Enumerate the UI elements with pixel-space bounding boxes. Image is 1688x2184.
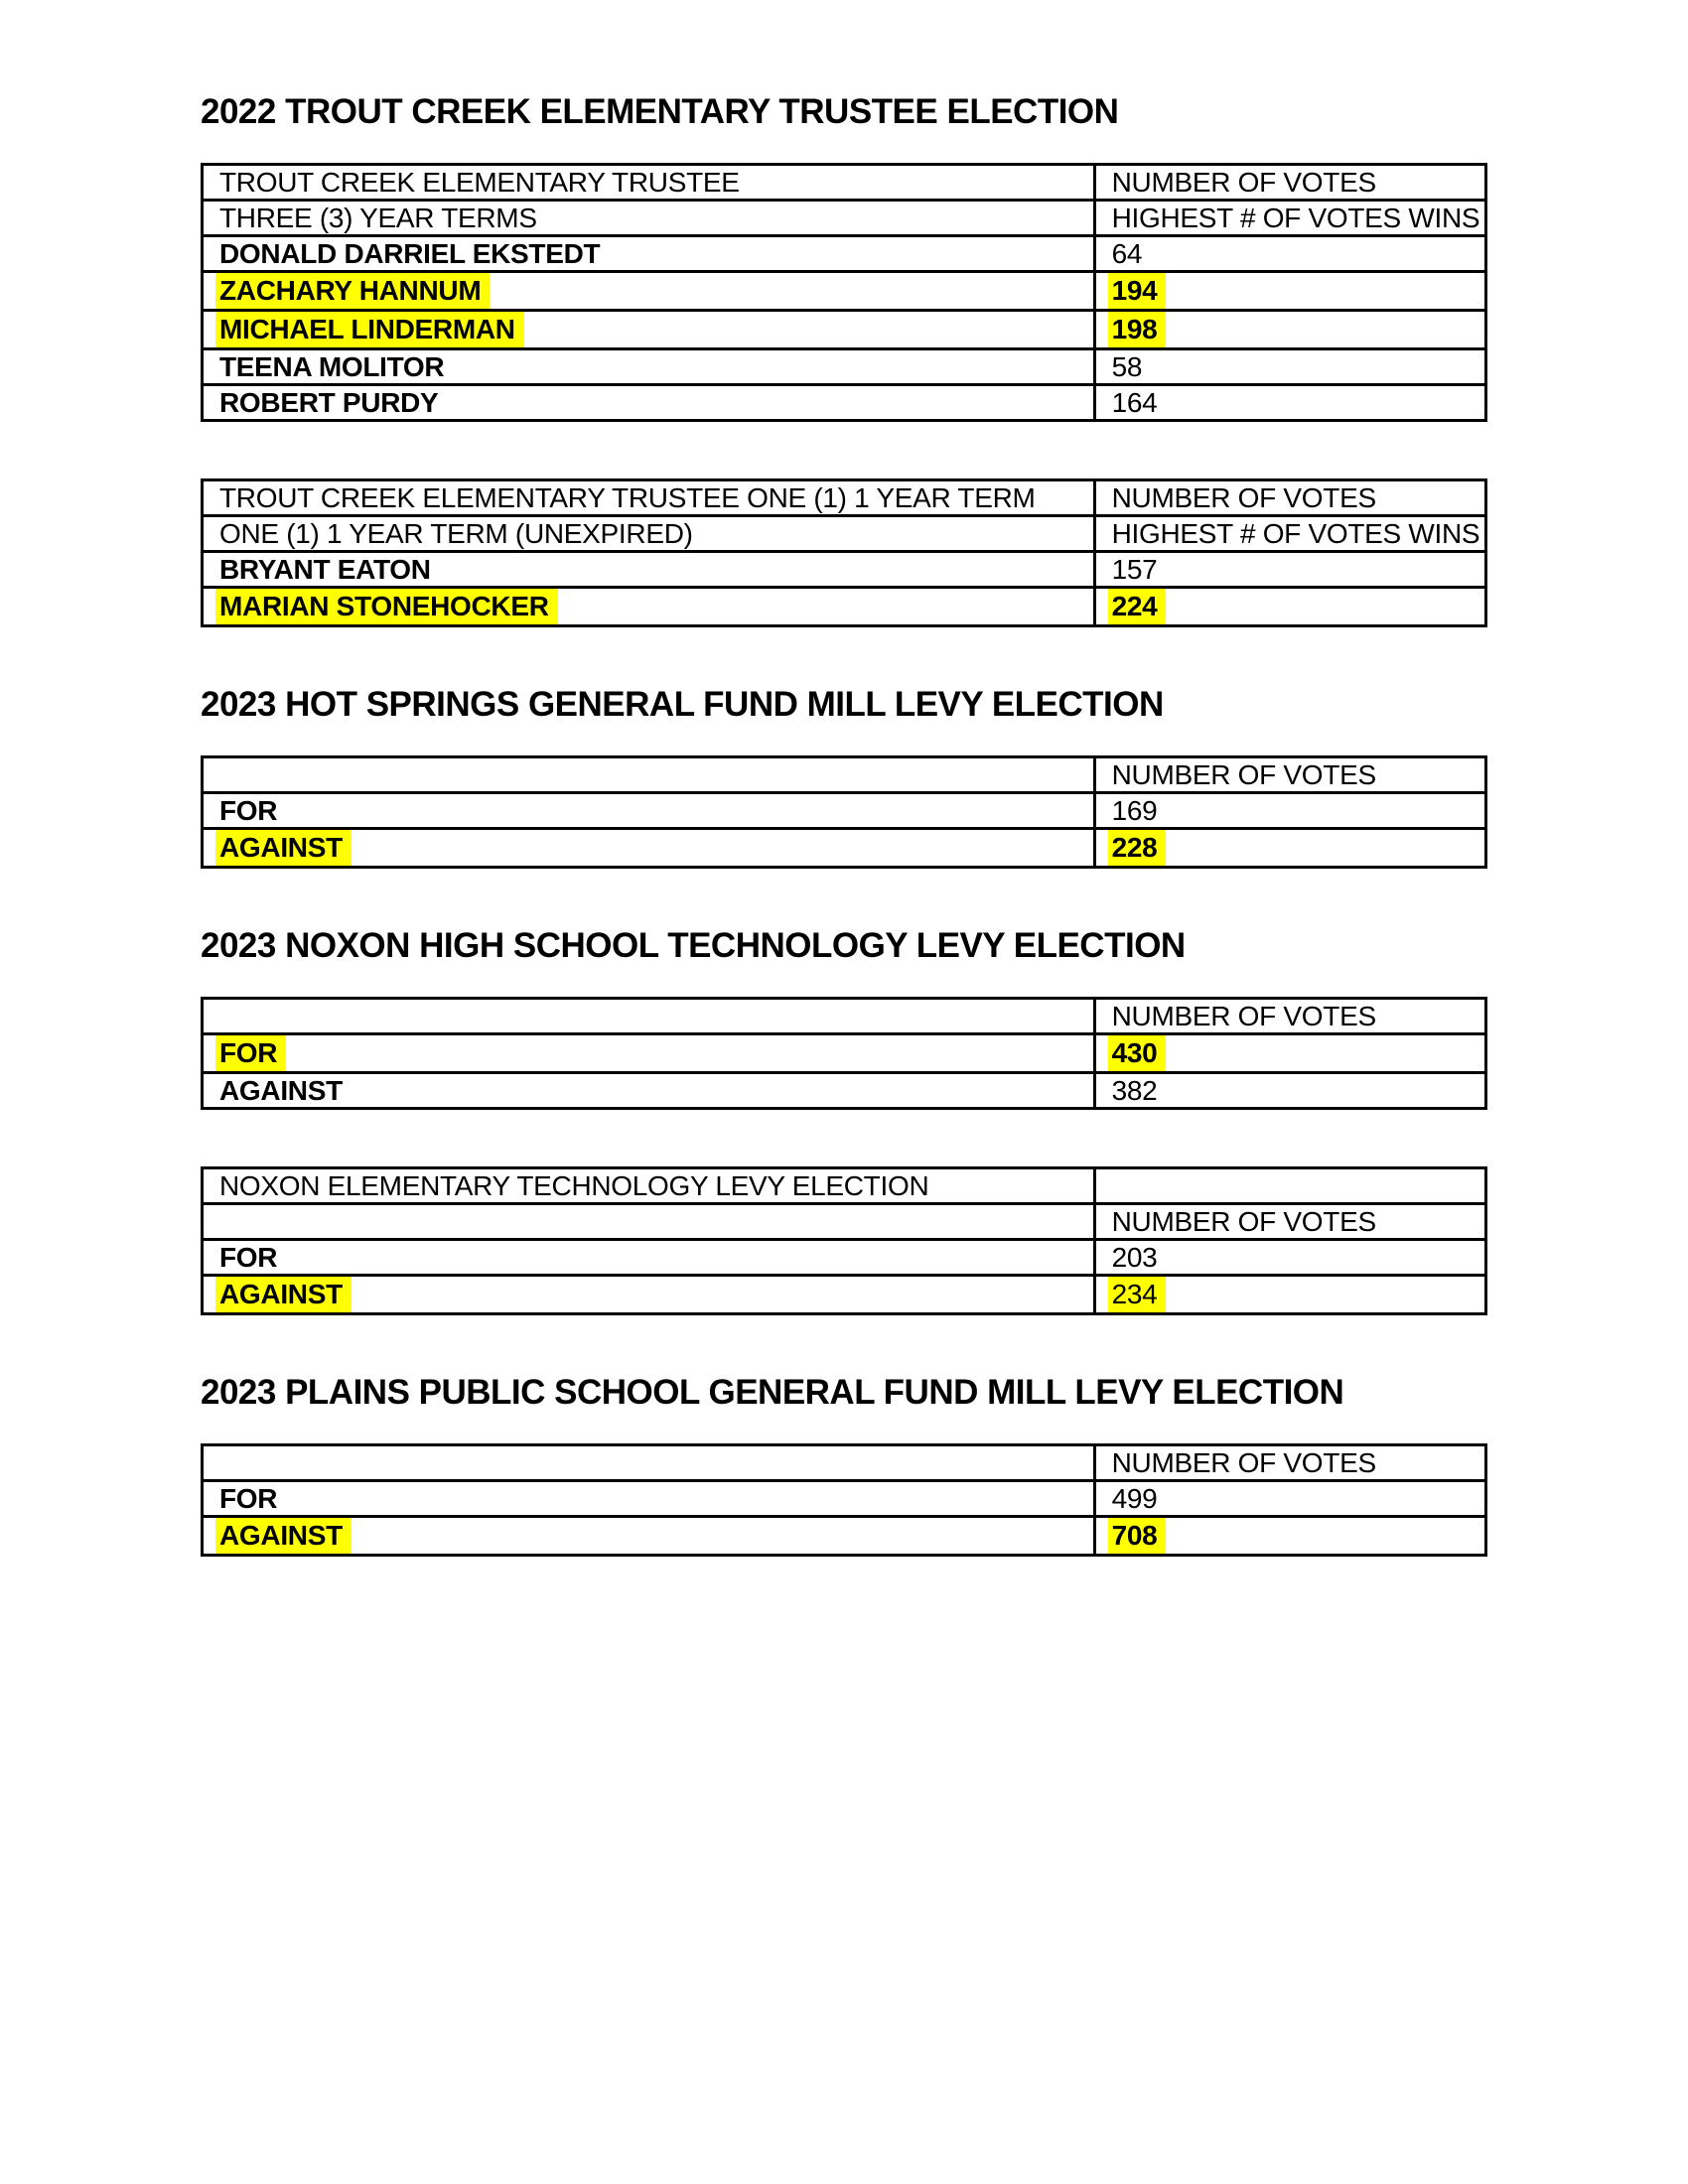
table-row xyxy=(203,236,1486,272)
highlighted-cell-text: AGAINST xyxy=(215,1277,352,1312)
table-row xyxy=(203,311,1486,349)
table-plains-levy xyxy=(201,1443,1487,1557)
label-cell xyxy=(203,1276,1095,1314)
label-cell xyxy=(203,1445,1095,1481)
votes-cell xyxy=(1094,1481,1485,1517)
highlighted-cell-text: 228 xyxy=(1108,830,1167,866)
label-cell xyxy=(203,480,1095,516)
highlighted-cell-text: AGAINST xyxy=(215,1518,352,1554)
label-cell xyxy=(203,1517,1095,1556)
cell-text: FOR xyxy=(219,795,278,826)
label-cell xyxy=(203,1240,1095,1276)
votes-cell xyxy=(1094,385,1485,421)
highlighted-cell-text: AGAINST xyxy=(215,830,352,866)
votes-cell xyxy=(1094,201,1485,236)
cell-text: FOR xyxy=(219,1483,278,1514)
table-row xyxy=(203,1204,1486,1240)
cell-text: TROUT CREEK ELEMENTARY TRUSTEE xyxy=(219,167,740,198)
table-row xyxy=(203,1517,1486,1556)
cell-text: NUMBER OF VOTES xyxy=(1111,1447,1376,1478)
cell-text: 382 xyxy=(1111,1075,1158,1106)
votes-cell xyxy=(1094,829,1485,868)
cell-text: NUMBER OF VOTES xyxy=(1111,482,1376,513)
label-cell xyxy=(203,1204,1095,1240)
label-cell xyxy=(203,1168,1095,1204)
votes-cell xyxy=(1094,349,1485,385)
label-cell xyxy=(203,829,1095,868)
cell-text: NUMBER OF VOTES xyxy=(1111,1001,1376,1031)
cell-text: FOR xyxy=(219,1242,278,1273)
votes-cell xyxy=(1094,588,1485,626)
table-row xyxy=(203,1168,1486,1204)
table-row xyxy=(203,165,1486,201)
cell-text: 58 xyxy=(1111,351,1143,382)
table-noxon-high-levy xyxy=(201,997,1487,1110)
table-trout-creek-trustee-1-year xyxy=(201,478,1487,627)
table-row xyxy=(203,1445,1486,1481)
table-row xyxy=(203,1481,1486,1517)
table-hot-springs-levy xyxy=(201,755,1487,869)
highlighted-cell-text: 224 xyxy=(1108,589,1167,624)
votes-cell xyxy=(1094,1517,1485,1556)
votes-cell xyxy=(1094,1276,1485,1314)
highlighted-cell-text: ZACHARY HANNUM xyxy=(215,273,490,309)
votes-cell xyxy=(1094,236,1485,272)
section-heading-trout-creek-trustee: 2022 TROUT CREEK ELEMENTARY TRUSTEE ELECTION xyxy=(201,92,1119,131)
cell-text: THREE (3) YEAR TERMS xyxy=(219,203,537,233)
label-cell xyxy=(203,165,1095,201)
label-cell xyxy=(203,793,1095,829)
label-cell xyxy=(203,1073,1095,1109)
section-heading-plains-levy: 2023 PLAINS PUBLIC SCHOOL GENERAL FUND MILL LEVY ELECTION xyxy=(201,1373,1344,1412)
table-row xyxy=(203,480,1486,516)
label-cell xyxy=(203,1034,1095,1073)
cell-text: ROBERT PURDY xyxy=(219,387,439,418)
votes-cell xyxy=(1094,999,1485,1034)
table-row xyxy=(203,516,1486,552)
table-row xyxy=(203,588,1486,626)
label-cell xyxy=(203,201,1095,236)
highlighted-cell-text: FOR xyxy=(215,1035,286,1071)
section-heading-hot-springs-levy: 2023 HOT SPRINGS GENERAL FUND MILL LEVY ELECTION xyxy=(201,685,1164,724)
cell-text: HIGHEST # OF VOTES WINS xyxy=(1111,203,1480,233)
highlighted-cell-text: 234 xyxy=(1108,1277,1167,1312)
label-cell xyxy=(203,236,1095,272)
label-cell xyxy=(203,385,1095,421)
highlighted-cell-text: 198 xyxy=(1108,312,1167,347)
cell-text: TROUT CREEK ELEMENTARY TRUSTEE ONE (1) 1 YEAR TERM xyxy=(219,482,1036,513)
votes-cell xyxy=(1094,757,1485,793)
cell-text: 157 xyxy=(1111,554,1158,585)
table-row xyxy=(203,1073,1486,1109)
table-row xyxy=(203,201,1486,236)
votes-cell xyxy=(1094,516,1485,552)
cell-text: DONALD DARRIEL EKSTEDT xyxy=(219,238,601,269)
label-cell xyxy=(203,588,1095,626)
cell-text: 203 xyxy=(1111,1242,1158,1273)
cell-text: BRYANT EATON xyxy=(219,554,431,585)
cell-text: NUMBER OF VOTES xyxy=(1111,167,1376,198)
cell-text: 164 xyxy=(1111,387,1158,418)
cell-text: TEENA MOLITOR xyxy=(219,351,445,382)
table-row xyxy=(203,272,1486,311)
cell-text: AGAINST xyxy=(219,1075,343,1106)
table-row xyxy=(203,829,1486,868)
votes-cell xyxy=(1094,1240,1485,1276)
highlighted-cell-text: 708 xyxy=(1108,1518,1167,1554)
cell-text: ONE (1) 1 YEAR TERM (UNEXPIRED) xyxy=(219,518,693,549)
table-row xyxy=(203,1240,1486,1276)
cell-text: NUMBER OF VOTES xyxy=(1111,759,1376,790)
table-row xyxy=(203,1034,1486,1073)
votes-cell xyxy=(1094,272,1485,311)
votes-cell xyxy=(1094,1168,1485,1204)
label-cell xyxy=(203,757,1095,793)
label-cell xyxy=(203,311,1095,349)
table-row xyxy=(203,385,1486,421)
votes-cell xyxy=(1094,793,1485,829)
label-cell xyxy=(203,349,1095,385)
highlighted-cell-text: MARIAN STONEHOCKER xyxy=(215,589,558,624)
table-row xyxy=(203,1276,1486,1314)
table-trout-creek-trustee-3-year xyxy=(201,163,1487,422)
votes-cell xyxy=(1094,1034,1485,1073)
table-row xyxy=(203,757,1486,793)
cell-text: HIGHEST # OF VOTES WINS xyxy=(1111,518,1480,549)
votes-cell xyxy=(1094,1073,1485,1109)
table-row xyxy=(203,552,1486,588)
votes-cell xyxy=(1094,1204,1485,1240)
votes-cell xyxy=(1094,165,1485,201)
highlighted-cell-text: 194 xyxy=(1108,273,1167,309)
cell-text: 499 xyxy=(1111,1483,1158,1514)
votes-cell xyxy=(1094,311,1485,349)
highlighted-cell-text: MICHAEL LINDERMAN xyxy=(215,312,524,347)
table-row xyxy=(203,999,1486,1034)
table-row xyxy=(203,349,1486,385)
cell-text: 64 xyxy=(1111,238,1143,269)
label-cell xyxy=(203,516,1095,552)
label-cell xyxy=(203,999,1095,1034)
votes-cell xyxy=(1094,552,1485,588)
label-cell xyxy=(203,552,1095,588)
cell-text: NOXON ELEMENTARY TECHNOLOGY LEVY ELECTION xyxy=(219,1170,929,1201)
votes-cell xyxy=(1094,1445,1485,1481)
table-row xyxy=(203,793,1486,829)
label-cell xyxy=(203,272,1095,311)
cell-text: NUMBER OF VOTES xyxy=(1111,1206,1376,1237)
votes-cell xyxy=(1094,480,1485,516)
highlighted-cell-text: 430 xyxy=(1108,1035,1167,1071)
cell-text: 169 xyxy=(1111,795,1158,826)
table-noxon-elementary-levy xyxy=(201,1166,1487,1315)
label-cell xyxy=(203,1481,1095,1517)
section-heading-noxon-high-levy: 2023 NOXON HIGH SCHOOL TECHNOLOGY LEVY ELECTION xyxy=(201,926,1186,965)
